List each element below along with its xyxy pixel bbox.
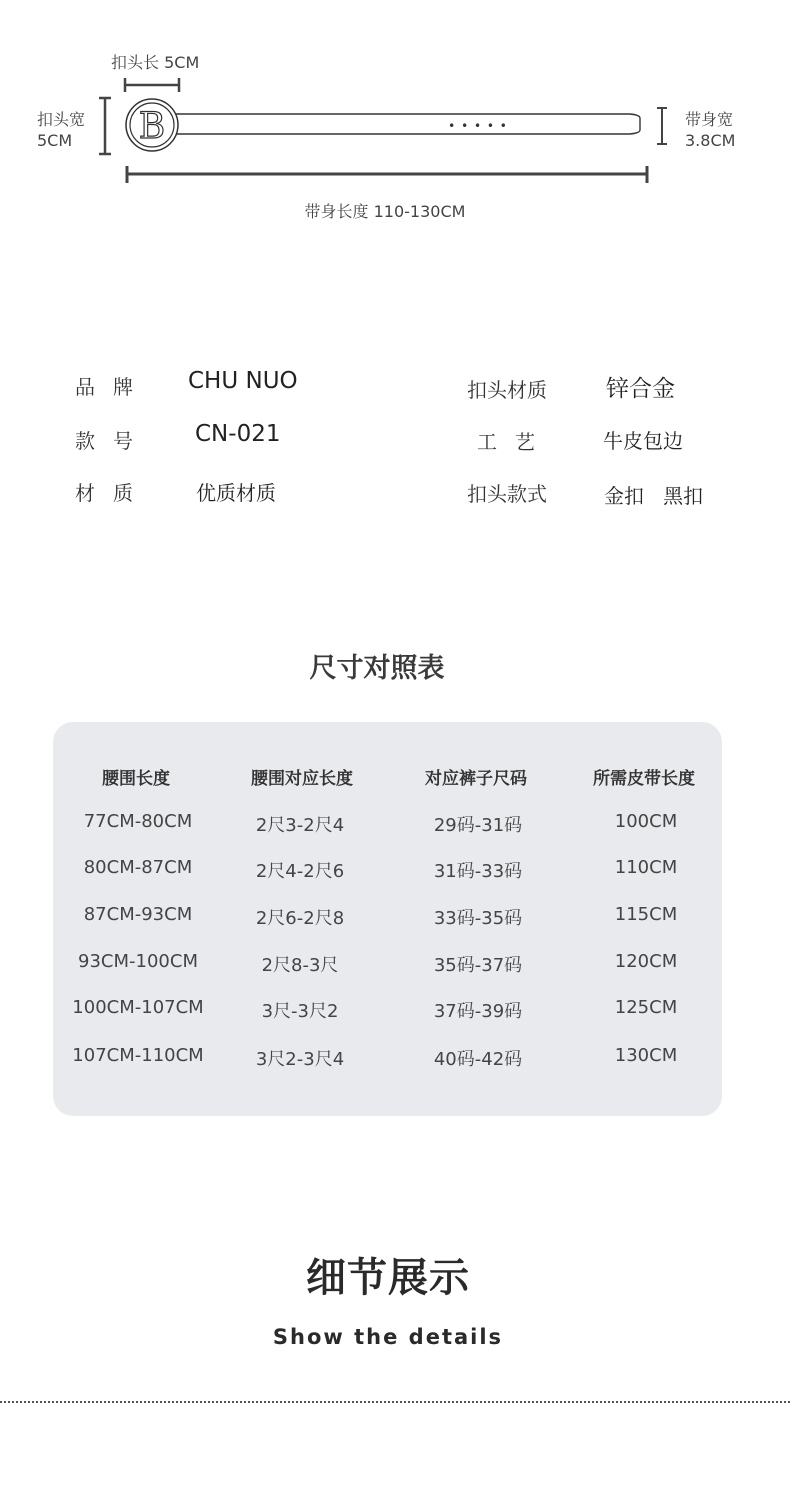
table-header: 对应裤子尺码: [425, 769, 527, 789]
table-cell: 125CM: [614, 997, 678, 1018]
table-cell: 33码-35码: [433, 908, 523, 929]
spec-value-model: CN-021: [195, 421, 281, 447]
table-cell: 110CM: [614, 857, 678, 878]
buckle-length-label: 扣头长 5CM: [111, 53, 200, 72]
table-cell: 107CM-110CM: [72, 1045, 204, 1066]
spec-key-buckle-material: 扣头材质: [467, 378, 547, 402]
spec-key-material: 材质: [75, 481, 151, 505]
table-cell: 115CM: [614, 904, 678, 925]
strap-length-label: 带身长度 110-130CM: [304, 202, 466, 221]
table-header: 腰围对应长度: [251, 769, 353, 789]
table-cell: 2尺4-2尺6: [255, 861, 345, 882]
strap-width-label-line1: 带身宽: [685, 110, 734, 129]
details-subtitle: Show the details: [272, 1325, 504, 1349]
table-cell: 77CM-80CM: [83, 811, 193, 832]
buckle-length-bracket: [125, 78, 179, 92]
strap-width-label: [685, 109, 735, 151]
spec-key-model: 款号: [75, 429, 151, 453]
table-cell: 130CM: [614, 1045, 678, 1066]
table-cell: 31码-33码: [433, 861, 523, 882]
table-cell: 100CM-107CM: [72, 997, 204, 1018]
table-cell: 87CM-93CM: [83, 904, 193, 925]
spec-key-buckle-style: 扣头款式: [467, 482, 547, 506]
table-cell: 3尺2-3尺4: [255, 1049, 345, 1070]
spec-value-buckle-material: 锌合金: [606, 376, 675, 402]
buckle-width-bracket: [99, 98, 111, 154]
table-cell: 2尺3-2尺4: [255, 815, 345, 836]
table-cell: 100CM: [614, 811, 678, 832]
spec-value-craft: 牛皮包边: [603, 429, 683, 453]
details-title: 细节展示: [306, 1255, 470, 1301]
table-cell: 3尺-3尺2: [261, 1001, 339, 1022]
spec-value-material: 优质材质: [196, 481, 276, 505]
section-divider: [0, 1401, 790, 1403]
table-cell: 93CM-100CM: [78, 951, 198, 972]
table-cell: 35码-37码: [433, 955, 523, 976]
size-table-title: 尺寸对照表: [309, 653, 445, 684]
spec-value-buckle-style: 金扣 黑扣: [604, 484, 704, 508]
buckle-width-label: [37, 109, 85, 151]
strap-length-bracket: [127, 166, 647, 183]
table-cell: 2尺8-3尺: [261, 955, 339, 976]
strap-width-label-line2: 3.8CM: [685, 131, 736, 150]
buckle-width-label-line1: 扣头宽: [37, 110, 86, 129]
table-cell: 29码-31码: [433, 815, 523, 836]
buckle-letter: B: [138, 106, 166, 147]
table-cell: 37码-39码: [433, 1001, 523, 1022]
table-cell: 120CM: [614, 951, 678, 972]
table-header: 腰围长度: [102, 769, 170, 789]
table-cell: 40码-42码: [433, 1049, 523, 1070]
belt-strap: [172, 114, 640, 134]
spec-key-brand: 品牌: [75, 375, 151, 399]
spec-key-craft: 工艺: [477, 430, 553, 454]
buckle-logo-icon: [126, 99, 178, 151]
strap-width-bracket: [657, 108, 667, 144]
table-cell: 2尺6-2尺8: [255, 908, 345, 929]
table-cell: 80CM-87CM: [83, 857, 193, 878]
spec-value-brand: CHU NUO: [188, 368, 298, 394]
size-table: [53, 722, 722, 1116]
belt-holes: • • • • •: [448, 119, 508, 133]
buckle-width-label-line2: 5CM: [37, 131, 73, 150]
table-header: 所需皮带长度: [593, 769, 695, 789]
